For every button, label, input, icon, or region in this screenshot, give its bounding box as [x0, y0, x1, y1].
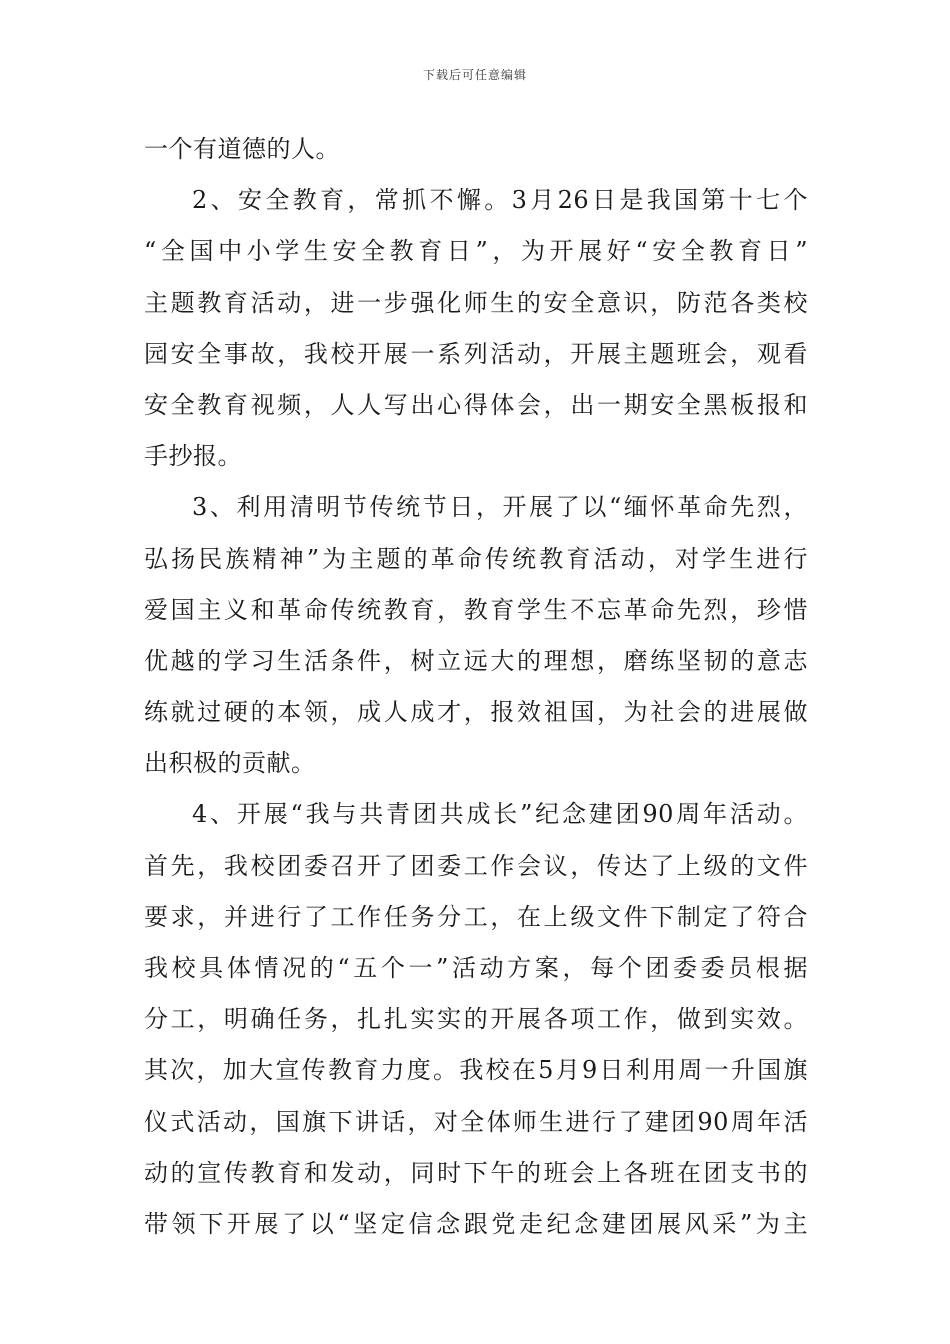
- text-line: 爱国主义和革命传统教育，教育学生不忘革命先烈，珍惜: [144, 595, 808, 624]
- text-line: 要求，并进行了工作任务分工，在上级文件下制定了符合: [144, 902, 808, 931]
- text-line: 安全教育视频，人人写出心得体会，出一期安全黑板报和: [144, 390, 808, 419]
- text-line: 分工，明确任务，扎扎实实的开展各项工作，做到实效。: [144, 1005, 808, 1034]
- text-line: 我校具体情况的“五个一”活动方案，每个团委委员根据: [144, 954, 808, 982]
- text-line: 园安全事故，我校开展一系列活动，开展主题班会，观看: [144, 339, 808, 368]
- paragraph-start-line: 2、安全教育，常抓不懈。3月26日是我国第十七个: [192, 186, 808, 215]
- text-line: 主题教育活动，进一步强化师生的安全意识，防范各类校: [144, 288, 808, 317]
- text-line: 弘扬民族精神”为主题的革命传统教育活动，对学生进行: [144, 544, 808, 573]
- text-line: 首先，我校团委召开了团委工作会议，传达了上级的文件: [144, 851, 808, 880]
- page-header: 下载后可任意编辑: [422, 68, 527, 82]
- text-line: 出积极的贡献。: [144, 749, 316, 778]
- text-line: 练就过硬的本领，成人成才，报效祖国，为社会的进展做: [144, 698, 808, 727]
- text-line: 带领下开展了以“坚定信念跟党走纪念建团展风采”为主: [144, 1209, 808, 1238]
- paragraph-start-line: 3、利用清明节传统节日，开展了以“缅怀革命先烈，: [192, 493, 808, 522]
- text-line: 仪式活动，国旗下讲话，对全体师生进行了建团90周年活: [144, 1107, 808, 1136]
- text-line: 一个有道德的人。: [144, 135, 340, 163]
- text-line: 其次，加大宣传教育力度。我校在5月9日利用周一升国旗: [144, 1056, 808, 1085]
- paragraph-start-line: 4、开展“我与共青团共成长”纪念建团90周年活动。: [192, 800, 808, 829]
- text-line: 优越的学习生活条件，树立远大的理想，磨练坚韧的意志: [144, 646, 808, 675]
- text-line: 动的宣传教育和发动，同时下午的班会上各班在团支书的: [144, 1158, 808, 1187]
- text-line: “全国中小学生安全教育日”，为开展好“安全教育日”: [144, 237, 808, 266]
- document-body: [144, 124, 808, 1250]
- text-line: 手抄报。: [144, 442, 242, 471]
